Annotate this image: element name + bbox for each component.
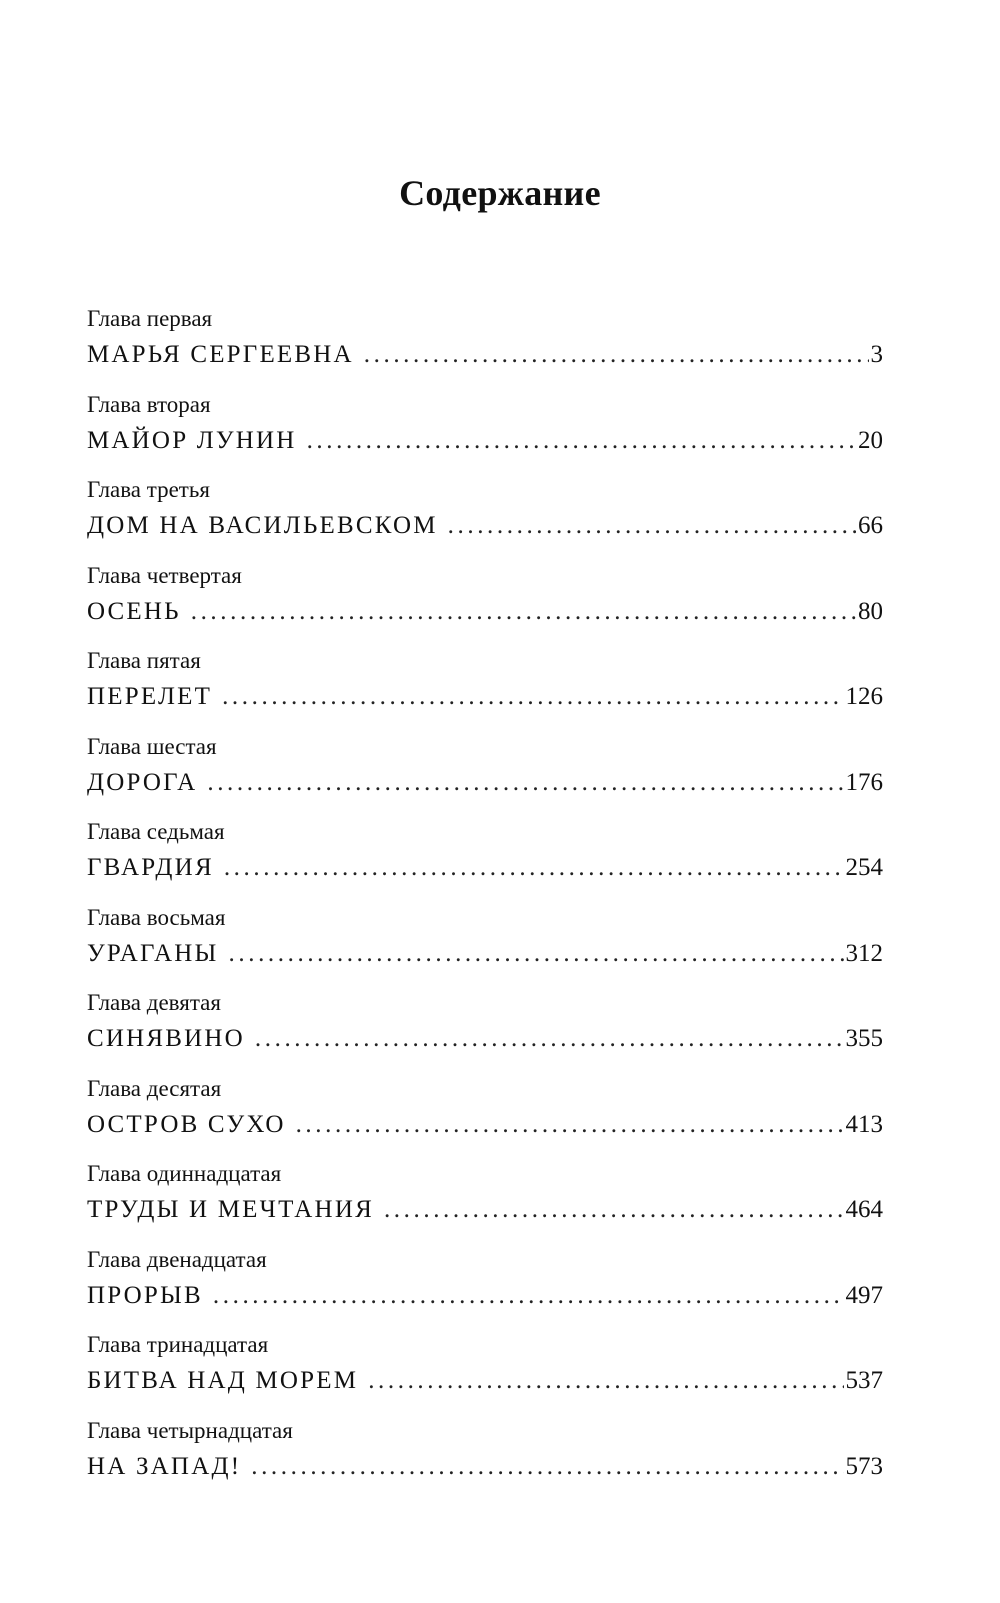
chapter-label: Глава тринадцатая — [87, 1332, 269, 1357]
toc-entry — [87, 818, 883, 904]
toc-entry — [87, 1417, 883, 1503]
page-number: 126 — [845, 683, 883, 710]
dot-leader — [307, 425, 856, 457]
page-number: 20 — [858, 426, 883, 454]
toc-line — [87, 1109, 883, 1141]
toc-line — [87, 767, 883, 799]
chapter-label: Глава седьмая — [87, 819, 225, 844]
chapter-label: Глава первая — [87, 306, 213, 331]
chapter-label: Глава четвертая — [87, 562, 242, 588]
toc-entry — [87, 733, 883, 819]
page-number: 573 — [845, 1452, 883, 1480]
dot-leader — [207, 767, 843, 799]
toc-entry — [87, 989, 883, 1075]
toc-entry — [87, 1331, 883, 1417]
page-number: 80 — [858, 597, 883, 625]
page-number: 312 — [845, 939, 883, 967]
chapter-title: ПРОРЫВ — [87, 1281, 203, 1309]
page-title: Содержание — [399, 173, 601, 213]
chapter-title: МАРЬЯ СЕРГЕЕВНА — [87, 341, 354, 368]
chapter-label: Глава четырнадцатая — [87, 1417, 293, 1443]
dot-leader — [191, 596, 856, 628]
dot-leader — [448, 510, 856, 542]
dot-leader — [251, 1451, 843, 1483]
chapter-label: Глава десятая — [87, 1075, 222, 1101]
toc-entry — [87, 476, 883, 562]
dot-leader — [222, 681, 843, 713]
chapter-label: Глава пятая — [87, 648, 201, 673]
toc-line — [87, 852, 883, 884]
toc-line — [87, 1280, 883, 1312]
toc-line — [87, 596, 883, 628]
chapter-label: Глава шестая — [87, 733, 217, 759]
page-number: 537 — [845, 1367, 883, 1394]
chapter-label: Глава двенадцатая — [87, 1246, 267, 1272]
toc-line — [87, 510, 883, 542]
page-number: 464 — [845, 1196, 883, 1223]
chapter-title: НА ЗАПАД! — [87, 1452, 242, 1480]
chapter-title: БИТВА НАД МОРЕМ — [87, 1367, 359, 1394]
toc-entry — [87, 391, 883, 477]
toc-entry — [87, 647, 883, 733]
toc-line — [87, 1365, 883, 1397]
chapter-label: Глава вторая — [87, 391, 211, 417]
dot-leader — [213, 1280, 844, 1312]
toc-line — [87, 681, 883, 713]
toc-line — [87, 1023, 883, 1055]
table-of-contents — [87, 305, 883, 1502]
toc-entry — [87, 904, 883, 990]
dot-leader — [255, 1023, 844, 1055]
toc-line — [87, 339, 883, 371]
toc-line — [87, 1194, 883, 1226]
chapter-title: ТРУДЫ И МЕЧТАНИЯ — [87, 1196, 374, 1223]
chapter-title: УРАГАНЫ — [87, 939, 219, 967]
dot-leader — [296, 1109, 844, 1141]
page-number: 355 — [845, 1025, 883, 1052]
chapter-label: Глава третья — [87, 477, 210, 502]
chapter-label: Глава девятая — [87, 990, 221, 1015]
dot-leader — [384, 1194, 844, 1226]
toc-entry — [87, 1246, 883, 1332]
dot-leader — [229, 938, 844, 970]
chapter-label: Глава одиннадцатая — [87, 1161, 282, 1186]
chapter-label: Глава восьмая — [87, 904, 226, 930]
page-number: 497 — [845, 1281, 883, 1309]
chapter-title: ОСЕНЬ — [87, 597, 181, 625]
dot-leader — [224, 852, 844, 884]
toc-entry — [87, 562, 883, 648]
chapter-title: ГВАРДИЯ — [87, 854, 214, 881]
chapter-title: ОСТРОВ СУХО — [87, 1110, 286, 1138]
page-number: 3 — [870, 341, 883, 368]
chapter-title: ДОМ НА ВАСИЛЬЕВСКОМ — [87, 512, 438, 539]
toc-line — [87, 938, 883, 970]
page-number: 254 — [845, 854, 883, 881]
toc-entry — [87, 1160, 883, 1246]
toc-line — [87, 425, 883, 457]
page-number: 413 — [845, 1110, 883, 1138]
chapter-title: СИНЯВИНО — [87, 1025, 245, 1052]
chapter-title: ДОРОГА — [87, 768, 198, 796]
page-number: 176 — [845, 768, 883, 796]
dot-leader — [368, 1365, 843, 1397]
chapter-title: ПЕРЕЛЕТ — [87, 683, 213, 710]
toc-line — [87, 1451, 883, 1483]
dot-leader — [364, 339, 869, 371]
toc-entry — [87, 305, 883, 391]
page-number: 66 — [858, 512, 883, 539]
toc-entry — [87, 1075, 883, 1161]
chapter-title: МАЙОР ЛУНИН — [87, 426, 297, 454]
